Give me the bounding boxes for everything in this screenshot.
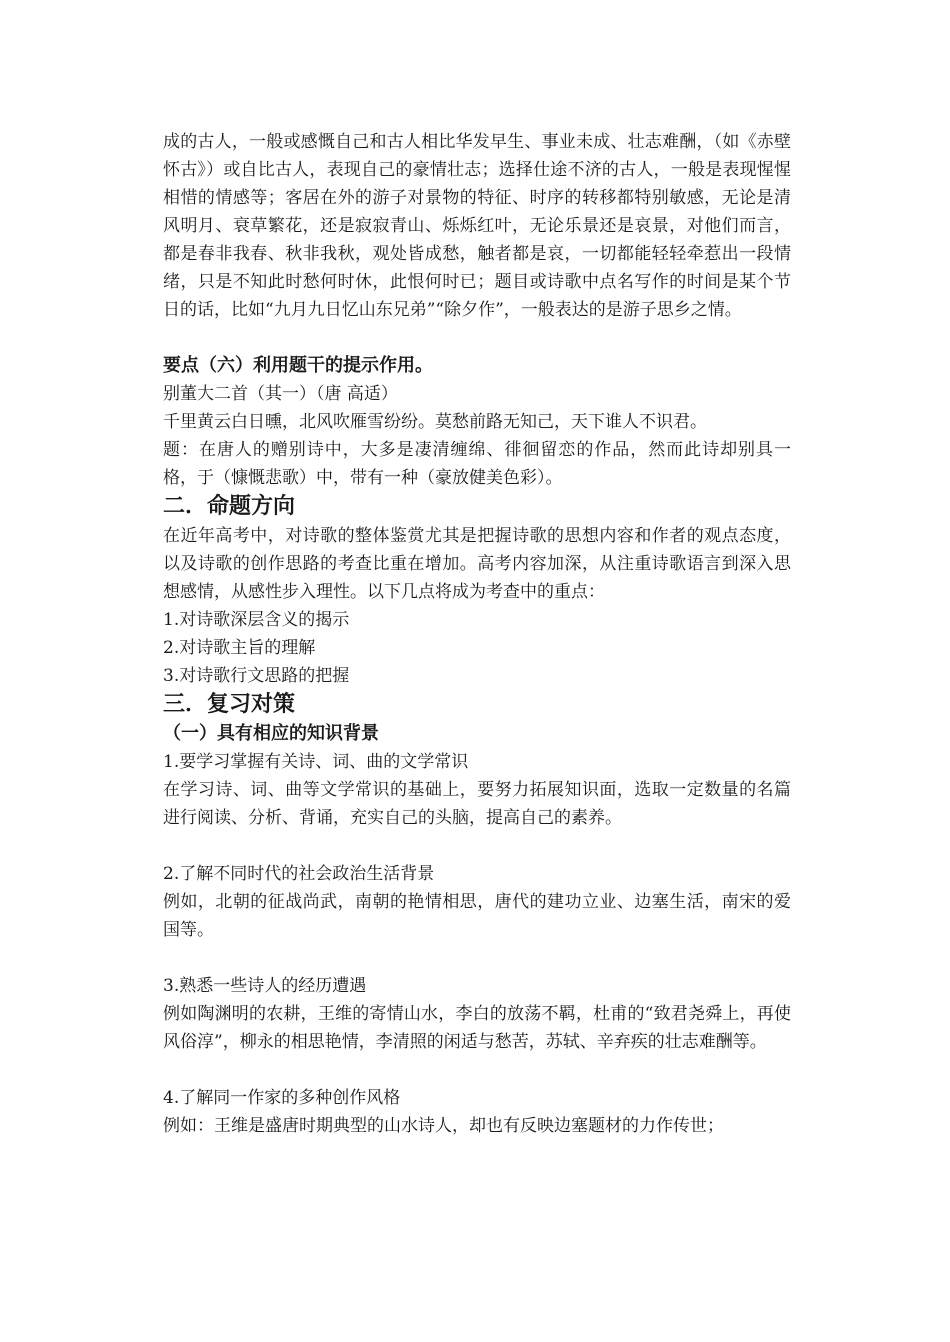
section-two-body: 在近年高考中，对诗歌的整体鉴赏尤其是把握诗歌的思想内容和作者的观点态度，以及诗歌的创作思路的考查比重在增加。高考内容加深，从注重诗歌语言到深入思想感情，从感性步入理性。以下几点将成为考查中的重点： (163, 526, 791, 602)
spacer (163, 324, 791, 352)
intro-paragraph: 成的古人，一般或感慨自己和古人相比华发早生、事业未成、壮志难酬，（如《赤壁怀古》）或自比古人，表现自己的豪情壮志；选择仕途不济的古人，一般是表现惺惺相惜的情感等；客居在外的游子对景物的特征、时序的转移都特别敏感，无论是清风明月、衰草繁花，还是寂寂青山、烁烁红叶，无论乐景还是哀景，对他们而言，都是春非我春、秋非我秋，观处皆成愁，触者都是哀，一切都能轻轻牵惹出一段情绪，只是不知此时愁何时休，此恨何时已；题目或诗歌中点名写作的时间是某个节日的话，比如“九月九日忆山东兄弟”“除夕作”，一般表达的是游子思乡之情。 (163, 132, 791, 320)
spacer (163, 944, 791, 972)
section-three-heading: 三．复习对策 (163, 692, 296, 717)
section-two-item: 2.对诗歌主旨的理解 (163, 638, 316, 658)
key-point-six-heading: 要点（六）利用题干的提示作用。 (163, 355, 433, 376)
section-three-subheading: （一）具有相应的知识背景 (163, 723, 379, 744)
section-two-item: 3.对诗歌行文思路的把握 (163, 666, 350, 686)
section-two-heading: 二．命题方向 (163, 494, 296, 519)
strategy-point-body: 例如，北朝的征战尚武，南朝的艳情相思，唐代的建功立业、边塞生活，南宋的爱国等。 (163, 892, 791, 940)
poem-question: 题：在唐人的赠别诗中，大多是凄清缠绵、徘徊留恋的作品，然而此诗却别具一格，于（慷慨悲歌）中，带有一种（豪放健美色彩）。 (163, 440, 791, 488)
strategy-point-title: 4.了解同一作家的多种创作风格 (163, 1088, 401, 1108)
spacer (163, 1056, 791, 1084)
document-page (163, 128, 791, 1140)
strategy-point-title: 2.了解不同时代的社会政治生活背景 (163, 864, 435, 884)
poem-text: 千里黄云白日曛，北风吹雁雪纷纷。莫愁前路无知己，天下谁人不识君。 (163, 412, 707, 432)
strategy-point-title: 1.要学习掌握有关诗、词、曲的文学常识 (163, 752, 469, 772)
section-two-item: 1.对诗歌深层含义的揭示 (163, 610, 350, 630)
strategy-point-body: 例如陶渊明的农耕，王维的寄情山水，李白的放荡不羁，杜甫的“致君尧舜上，再使风俗淳”，柳永的相思艳情，李清照的闲适与愁苦，苏轼、辛弃疾的壮志难酬等。 (163, 1004, 791, 1052)
poem-title: 别董大二首（其一）（唐 高适） (163, 384, 398, 404)
strategy-point-body: 例如：王维是盛唐时期典型的山水诗人，却也有反映边塞题材的力作传世； (163, 1116, 724, 1136)
strategy-point-body: 在学习诗、词、曲等文学常识的基础上，要努力拓展知识面，选取一定数量的名篇进行阅读、分析、背诵，充实自己的头脑，提高自己的素养。 (163, 780, 791, 828)
spacer (163, 832, 791, 860)
strategy-point-title: 3.熟悉一些诗人的经历遭遇 (163, 976, 367, 996)
